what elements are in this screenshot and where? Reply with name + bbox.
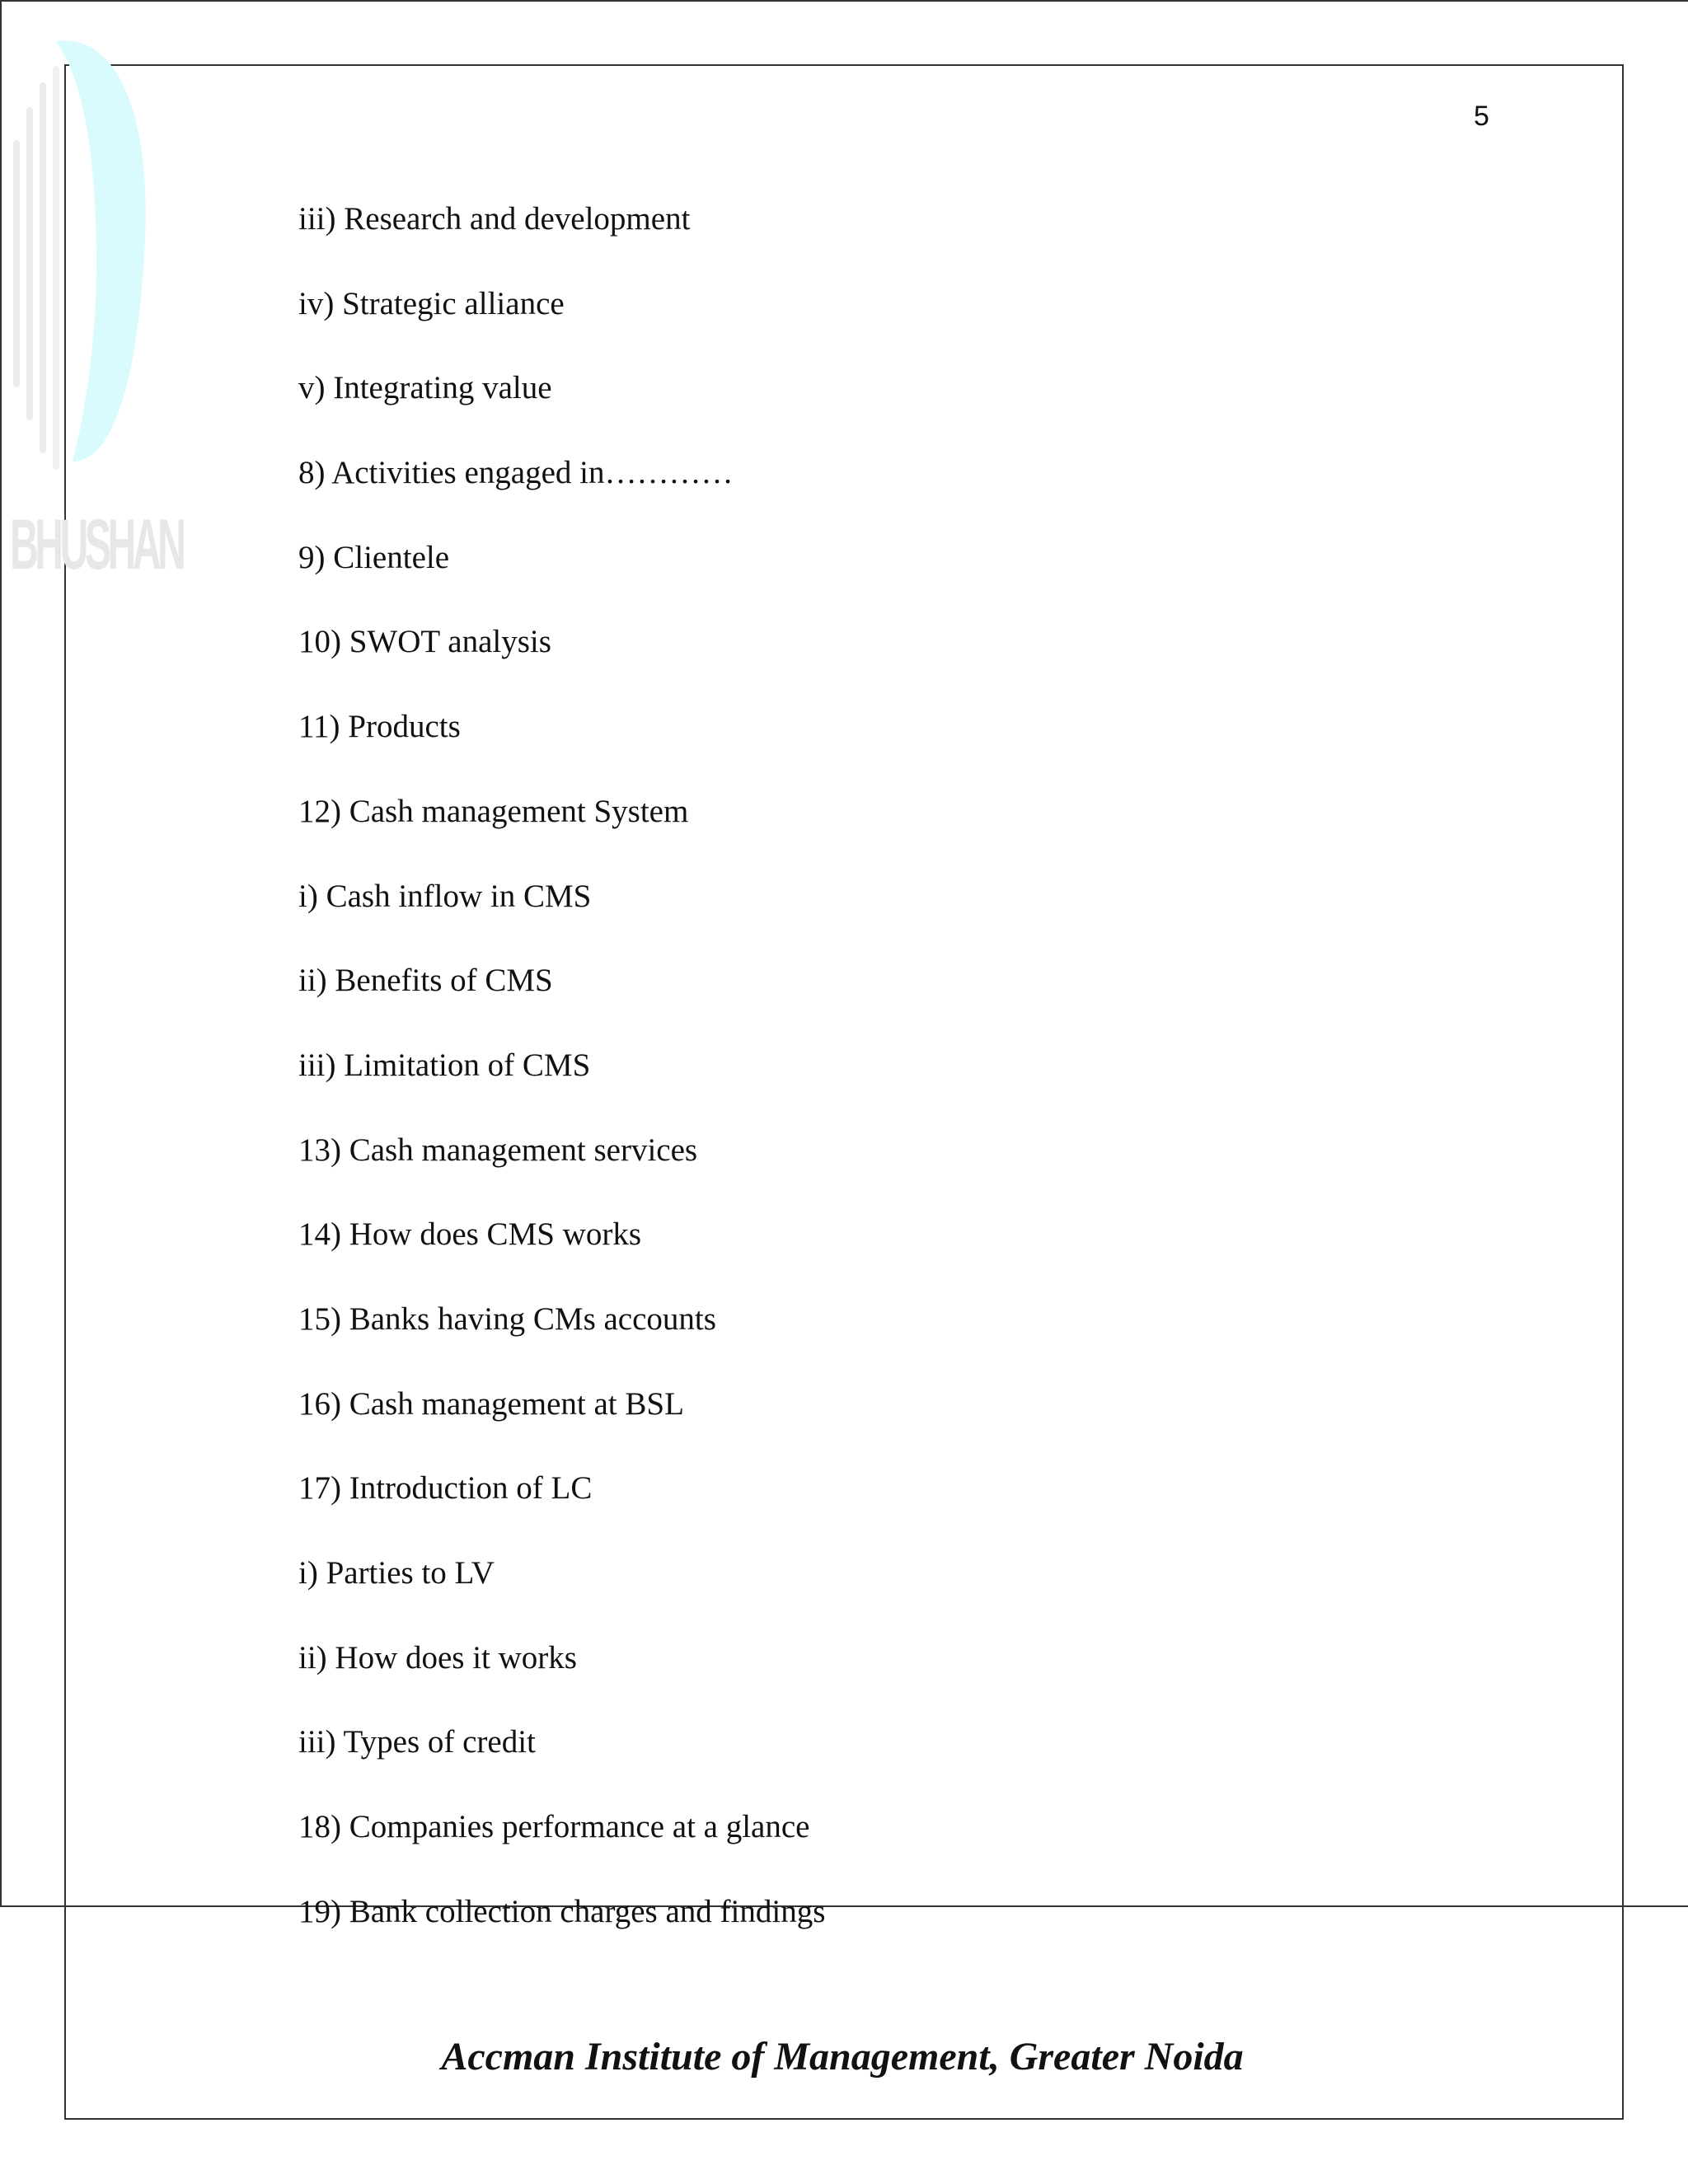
toc-item: 16) Cash management at BSL [298, 1385, 684, 1422]
toc-item: iv) Strategic alliance [298, 285, 565, 321]
table-of-contents [298, 193, 825, 1970]
toc-item: i) Cash inflow in CMS [298, 878, 592, 914]
toc-item: i) Parties to LV [298, 1555, 495, 1591]
toc-item: 13) Cash management services [298, 1132, 698, 1168]
toc-item: iii) Research and development [298, 201, 691, 237]
toc-item: 8) Activities engaged in………… [298, 455, 734, 491]
toc-item: 10) SWOT analysis [298, 624, 551, 660]
toc-item: 19) Bank collection charges and findings [298, 1893, 826, 1929]
toc-item: ii) Benefits of CMS [298, 963, 553, 999]
toc-item: 12) Cash management System [298, 793, 689, 829]
toc-item: 17) Introduction of LC [298, 1470, 593, 1507]
toc-item: 14) How does CMS works [298, 1216, 642, 1253]
bhushan-logo-watermark [7, 33, 147, 577]
toc-item: 15) Banks having CMs accounts [298, 1301, 716, 1337]
toc-item: 9) Clientele [298, 539, 450, 575]
toc-item: v) Integrating value [298, 370, 552, 406]
page-number: 5 [1474, 101, 1489, 132]
toc-item: iii) Limitation of CMS [298, 1047, 591, 1083]
watermark-text: BHUSHAN [10, 505, 183, 584]
toc-item: ii) How does it works [298, 1639, 577, 1675]
toc-item: 11) Products [298, 709, 461, 745]
toc-item: iii) Types of credit [298, 1724, 536, 1760]
footer-institute-name: Accman Institute of Management, Greater Noida [441, 2035, 1244, 2079]
toc-item: 18) Companies performance at a glance [298, 1809, 810, 1845]
